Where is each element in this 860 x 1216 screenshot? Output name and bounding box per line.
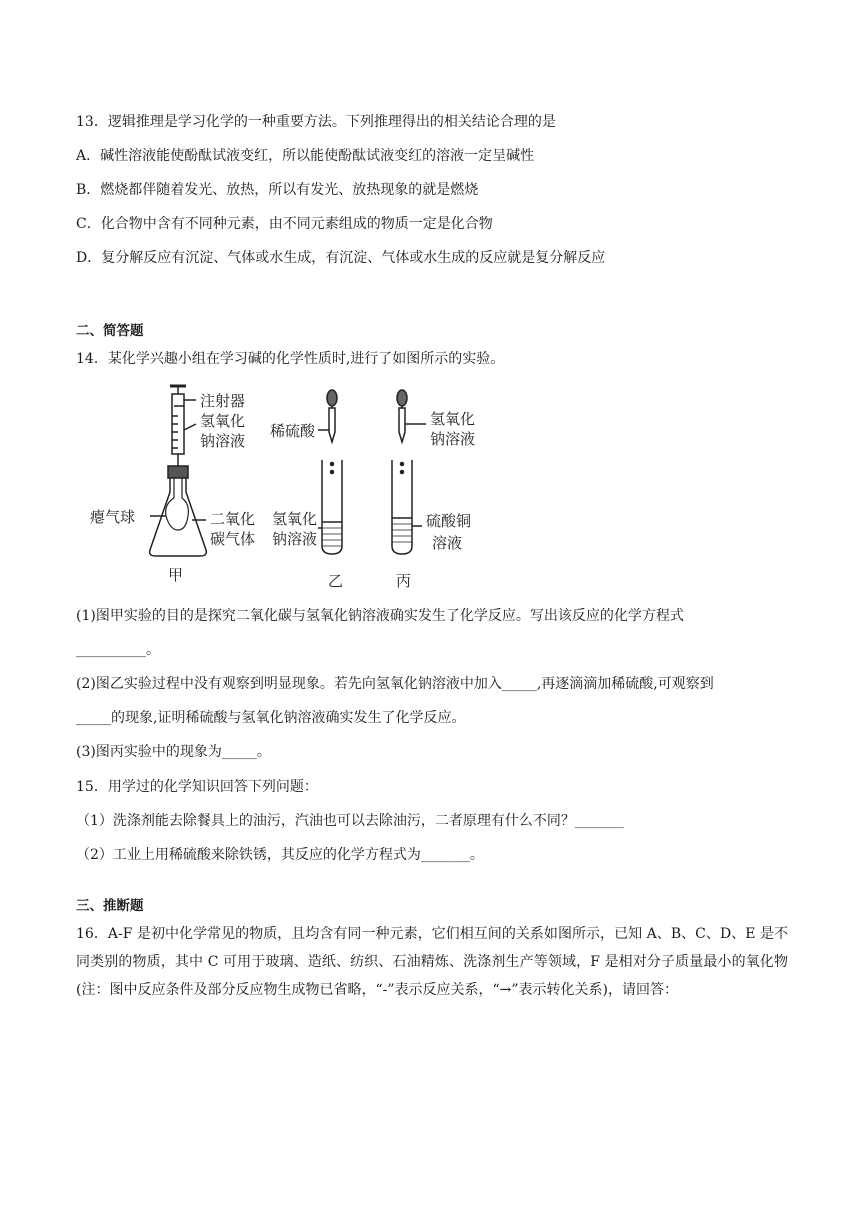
label-naoh-yi-1: 氢氧化 xyxy=(272,510,318,528)
q14-part2-line1: (2)图乙实验过程中没有观察到明显现象。若先向氢氧化钠溶液中加入_____,再逐滴滴加稀硫酸,可观察到 xyxy=(76,676,714,692)
q13-stem: 13．逻辑推理是学习化学的一种重要方法。下列推理得出的相关结论合理的是 xyxy=(76,114,556,130)
apparatus-bing xyxy=(392,390,426,554)
label-syringe: 注射器 xyxy=(200,392,246,410)
q13-option-a: A．碱性溶液能使酚酞试液变红，所以能使酚酞试液变红的溶液一定呈碱性 xyxy=(76,148,535,164)
q15-part1: （1）洗涤剂能去除餐具上的油污，汽油也可以去除油污，二者原理有什么不同？_______ xyxy=(76,813,624,829)
label-naoh-yi-2: 钠溶液 xyxy=(272,530,318,548)
q14-stem: 14．某化学兴趣小组在学习碱的化学性质时,进行了如图所示的实验。 xyxy=(76,351,505,367)
label-naoh-bing-1: 氢氧化 xyxy=(430,410,476,428)
section-title-short-answer: 二、简答题 xyxy=(76,323,144,339)
label-co2-1: 二氧化 xyxy=(210,510,256,528)
label-naoh-bing-2: 钠溶液 xyxy=(430,430,476,448)
label-co2-2: 碳气体 xyxy=(210,530,256,548)
q14-part1-line1: (1)图甲实验的目的是探究二氧化碳与氢氧化钠溶液确实发生了化学反应。写出该反应的化学方程式 xyxy=(76,608,684,624)
q13-option-c: C．化合物中含有不同种元素，由不同元素组成的物质一定是化合物 xyxy=(76,216,493,232)
q14-part3: (3)图丙实验中的现象为_____。 xyxy=(76,744,271,760)
q14-part1-line2: __________。 xyxy=(76,642,160,658)
label-acid: 稀硫酸 xyxy=(270,422,316,440)
caption-jia: 甲 xyxy=(168,566,184,584)
apparatus-yi xyxy=(318,390,342,554)
q13-option-b: B．燃烧都伴随着发光、放热，所以有发光、放热现象的就是燃烧 xyxy=(76,182,479,198)
caption-yi: 乙 xyxy=(328,572,344,590)
label-cuso4-2: 溶液 xyxy=(432,534,463,552)
label-naoh-jia-1: 氢氧化 xyxy=(200,412,246,430)
label-balloon: 瘪气球 xyxy=(90,508,136,526)
q13-option-d: D．复分解反应有沉淀、气体或水生成，有沉淀、气体或水生成的反应就是复分解反应 xyxy=(76,250,606,266)
q15-part2: （2）工业上用稀硫酸来除铁锈，其反应的化学方程式为_______。 xyxy=(76,847,484,863)
label-naoh-jia-2: 钠溶液 xyxy=(200,432,246,450)
caption-bing: 丙 xyxy=(396,572,412,590)
apparatus-jia xyxy=(150,386,207,556)
q15-stem: 15．用学过的化学知识回答下列问题： xyxy=(76,779,318,795)
q16-stem: 16．A-F 是初中化学常见的物质，且均含有同一种元素，它们相互间的关系如图所示，已知 A、B、C、D、E 是不同类别的物质，其中 C 可用于玻璃、造纸、纺织、石油精炼、洗涤剂生产等领域，F 是相对分子质量最小的氧化物(注：图中反应条件及部分反应物生成物已省略，“-”表示反应关系，“→”表示转化关系)，请回答： xyxy=(76,926,788,998)
q14-part2-line2: _____的现象,证明稀硫酸与氢氧化钠溶液确实发生了化学反应。 xyxy=(76,710,466,726)
label-cuso4-1: 硫酸铜 xyxy=(426,512,472,530)
section-title-inference: 三、推断题 xyxy=(76,898,144,914)
experiment-figure xyxy=(86,380,506,590)
